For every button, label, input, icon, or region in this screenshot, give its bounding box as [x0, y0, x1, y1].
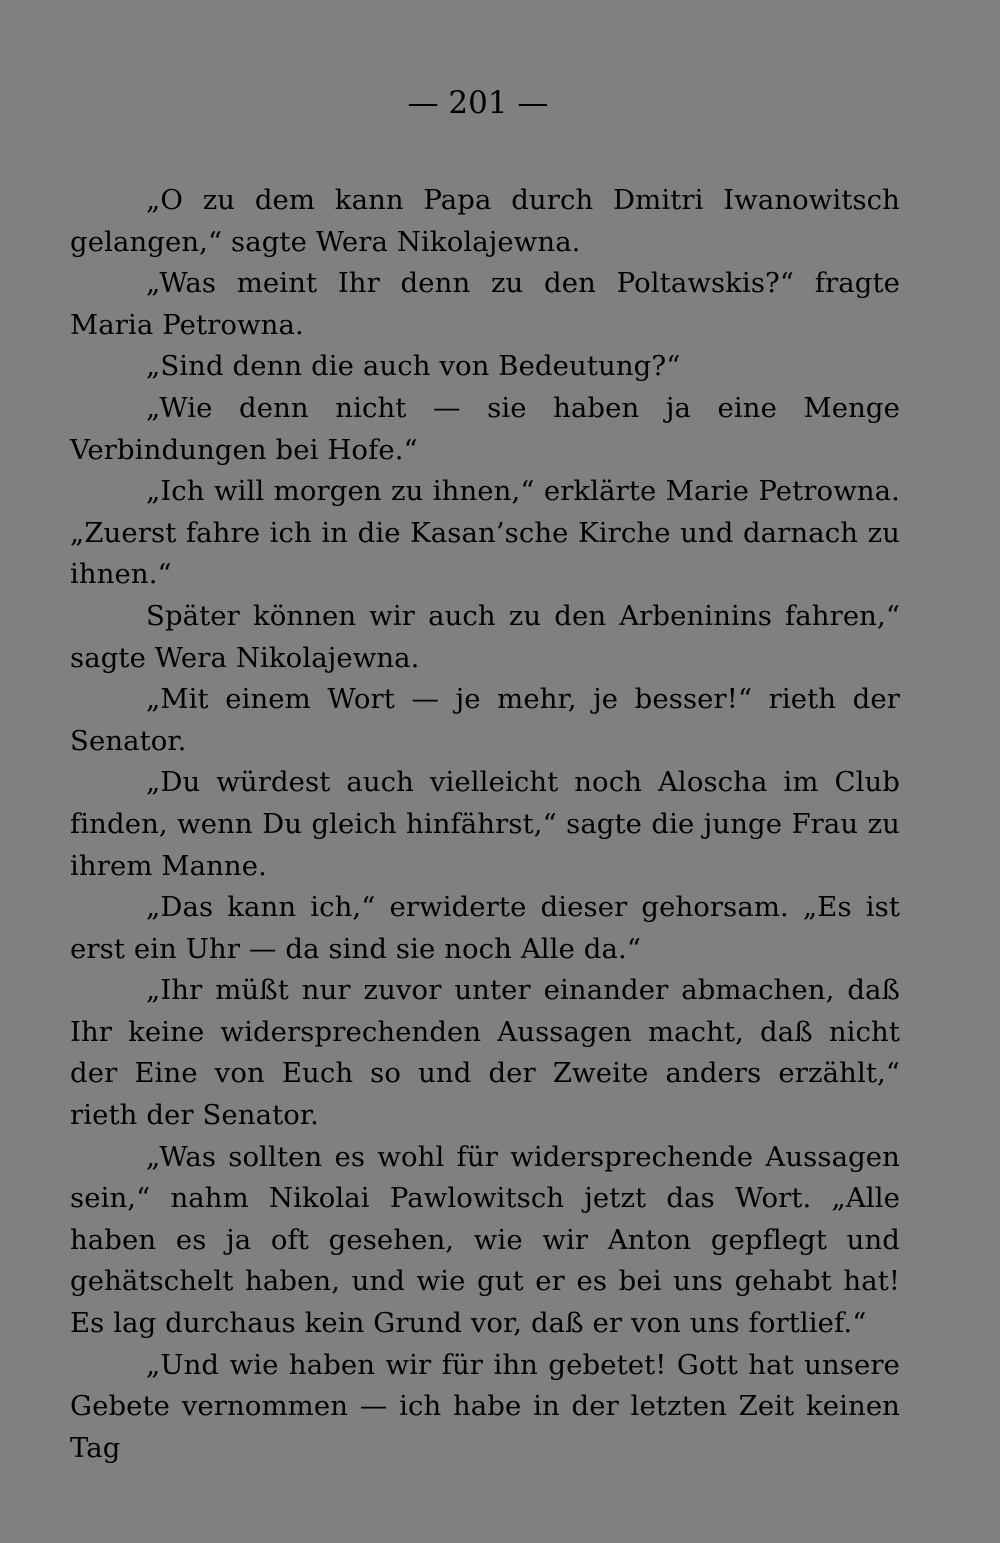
page-number: — 201 —	[407, 85, 549, 121]
paragraph: „O zu dem kann Papa durch Dmitri Iwanowitsch gelangen,“ sagte Wera Nikolajewna.	[70, 184, 900, 258]
paragraph: „Ihr müßt nur zuvor unter einander abmachen, daß Ihr keine widersprechenden Aussagen macht, daß nicht der Eine von Euch so und der Zweite anders erzählt,“ rieth der Senator.	[70, 974, 900, 1132]
paragraph: „Wie denn nicht — sie haben ja eine Menge Verbindungen bei Hofe.“	[70, 391, 900, 466]
paragraph: „Ich will morgen zu ihnen,“ erklärte Marie Petrowna. „Zuerst fahre ich in die Kasan’sche Kirche und darnach zu ihnen.“	[70, 475, 900, 591]
paragraph: „Und wie haben wir für ihn gebetet! Gott hat unsere Gebete vernommen — ich habe in der letzten Zeit keinen Tag	[70, 1348, 900, 1464]
paragraph: „Mit einem Wort — je mehr, je besser!“ rieth der Senator.	[70, 683, 900, 757]
paragraph: Später können wir auch zu den Arbeninins fahren,“ sagte Wera Nikolajewna.	[70, 599, 900, 674]
paragraph: „Was sollten es wohl für widersprechende Aussagen sein,“ nahm Nikolai Pawlowitsch jetzt das Wort. „Alle haben es ja oft gesehen, wie wir Anton gepflegt und gehätschelt haben, und wie gut er es bei uns gehabt hat! Es lag durchaus kein Grund vor, daß er von uns fortlief.“	[70, 1140, 900, 1340]
book-page	[70, 78, 900, 1469]
page-body-text	[70, 180, 900, 1469]
paragraph: „Du würdest auch vielleicht noch Aloscha im Club finden, wenn Du gleich hinfährst,“ sagte die junge Frau zu ihrem Manne.	[70, 766, 900, 882]
paragraph: „Sind denn die auch von Bedeutung?“	[146, 350, 681, 383]
paragraph: „Das kann ich,“ erwiderte dieser gehorsam. „Es ist erst ein Uhr — da sind sie noch Alle da.“	[70, 891, 900, 965]
paragraph: „Was meint Ihr denn zu den Poltawskis?“ fragte Maria Petrowna.	[70, 267, 900, 341]
